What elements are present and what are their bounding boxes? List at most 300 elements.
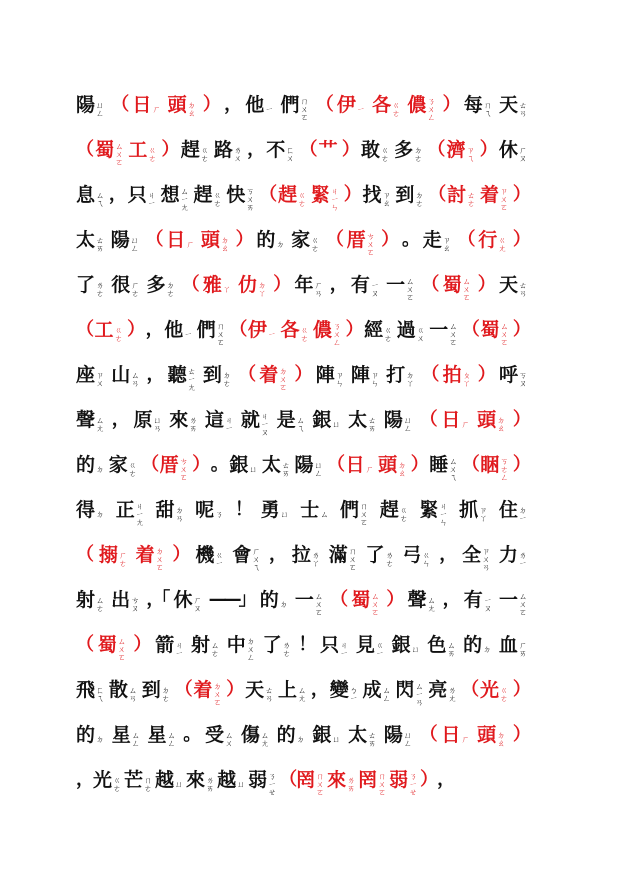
dialect-glyph [76,634,91,656]
phonetic-annotation: ㄙ [320,509,329,519]
character: 息 [76,183,96,206]
glyph [499,362,528,388]
character: （ [76,138,91,160]
phonetic-annotation: ㄎㄡ [519,370,527,388]
glyph [256,229,285,251]
character: ） [512,408,528,430]
phonetic-annotation: ㄉㄜ [414,145,423,163]
dialect-glyph [443,94,458,116]
character: ） [442,93,458,115]
character: 銀 [312,723,332,746]
character: 得 [76,498,96,521]
dialect-glyph [462,454,477,476]
character: 家 [108,453,128,476]
character: 傷 [240,723,260,746]
character: ，「 [146,588,168,610]
character: 艹 [318,138,338,161]
glyph [164,319,193,341]
glyph [134,407,163,433]
character: 着 [259,363,279,386]
text-line [76,217,528,262]
glyph [427,632,456,658]
character: 滿 [328,543,348,566]
glyph [363,182,392,208]
phonetic-annotation: ㄙㄨ [225,730,234,748]
character: ， [145,318,161,340]
dialect-glyph [386,589,401,611]
character: 蜀 [95,138,115,161]
phonetic-annotation: ㄍㄜ [200,145,209,163]
character: ， [146,363,162,385]
character: 光 [93,768,113,791]
phonetic-annotation: ㄏㄜ [131,280,140,298]
dialect-glyph [229,319,244,341]
glyph [363,677,392,703]
glyph [266,137,295,163]
character: 日 [132,93,152,116]
glyph [148,722,177,748]
character: 抓 [459,498,479,521]
dialect-glyph [226,679,241,701]
character: 見 [355,633,375,656]
phonetic-annotation: ㄙㄧㄤ [180,186,189,212]
phonetic-annotation: ㄉ [96,509,105,519]
dialect-glyph [378,452,407,478]
character: ） [172,543,188,565]
character: 來 [327,768,347,791]
dialect-glyph [132,94,161,116]
character: 雅 [202,273,222,296]
dialect-glyph [173,544,188,566]
dialect-glyph [203,274,232,296]
phonetic-annotation: ㄐㄧ [225,415,234,433]
glyph [76,499,105,521]
character: （ [181,273,197,295]
phonetic-annotation: ㄙㄥ [167,730,176,748]
phonetic-annotation: ㄉㄠ [497,415,506,433]
phonetic-annotation: ㄩㄥ [403,415,412,433]
character: 有 [350,273,370,296]
dialect-glyph [441,724,470,746]
phonetic-annotation: ㄍㄜ [499,685,508,703]
phonetic-annotation: ㄍㄧ [215,550,224,568]
glyph [76,362,105,388]
character: （ [461,453,477,475]
character: 原 [133,408,153,431]
glyph [181,137,210,163]
character: ） [512,678,528,700]
dialect-glyph [259,358,288,392]
phonetic-annotation: ㄍㄜ [148,145,157,163]
glyph [408,587,437,613]
phonetic-annotation: ㄐㄧㄣ [439,501,448,527]
dialect-glyph [145,229,160,251]
character: （ [229,318,245,340]
glyph [463,634,492,656]
dialect-glyph [513,724,528,746]
character: 厝 [159,453,179,476]
glyph [112,722,141,748]
character: 緊 [419,498,439,521]
character: ， [269,543,285,565]
glyph [205,722,234,748]
text-line [76,397,528,442]
glyph [224,94,239,116]
phonetic-annotation: ㄗㄨㄢ [482,546,491,572]
phonetic-annotation: ㄇㄨㄛ [216,321,225,347]
character: 蜀 [351,588,371,611]
glyph [330,677,359,703]
glyph [459,497,488,523]
phonetic-annotation: ㄌㄞ [206,775,215,793]
glyph [277,724,306,746]
character: 趕 [193,183,213,206]
dialect-glyph [273,274,288,296]
character: 各 [280,318,300,341]
phonetic-annotation: ㄙㄨㄛ [449,321,458,347]
glyph [366,542,395,568]
glyph [109,184,124,206]
character: ） [512,228,528,250]
character: ） [512,453,528,475]
dialect-glyph [407,88,436,122]
dialect-glyph [480,448,509,482]
glyph [195,542,224,568]
character: 一 [386,273,406,296]
glyph [380,497,409,523]
character: 頭 [378,453,398,476]
character: 不 [266,138,286,161]
character: 路 [213,138,233,161]
character: 的 [76,453,96,476]
character: 一 [498,588,518,611]
glyph [76,587,105,613]
character: 射 [191,633,211,656]
character: 只 [127,183,147,206]
phonetic-annotation: ㄙㄨㄛ [371,591,380,617]
glyph [229,454,258,476]
character: 趕 [277,183,297,206]
phonetic-annotation: ㄏ [461,734,470,744]
phonetic-annotation: ㄉ [483,644,492,654]
character: （ [259,183,275,205]
glyph [261,499,290,521]
glyph [395,673,424,707]
character: ） [192,453,208,475]
glyph [226,178,255,212]
dialect-glyph [299,139,314,161]
character: 聲 [76,408,96,431]
text-line [76,712,528,757]
character: ） [341,138,357,160]
dialect-glyph [480,313,509,347]
dialect-glyph [427,139,442,161]
glyph [146,272,175,298]
character: （ [111,93,127,115]
character: ） [381,228,397,250]
dialect-glyph [311,178,340,212]
dialect-glyph [76,139,91,161]
text-line [76,262,528,307]
glyph [203,362,232,388]
glyph [241,722,270,748]
phonetic-annotation: ㄍㄜ [384,325,393,343]
phonetic-annotation: ㄙㄧㄢ [415,681,424,707]
phonetic-annotation: ㄇㄜ [144,775,153,793]
character: ， [224,93,240,115]
phonetic-annotation: ㄩ [175,779,184,789]
phonetic-annotation: ㄘㄨㄛ [366,231,375,257]
dialect-glyph [319,139,338,161]
dialect-glyph [76,319,91,341]
character: 了 [76,273,96,296]
character: 弱 [248,768,268,791]
character: 越 [155,768,175,791]
phonetic-annotation: ㄋㄨㄥ [333,321,342,347]
glyph [76,227,105,253]
character: 受 [205,723,225,746]
phonetic-annotation: ㄐㄧ [340,640,349,658]
phonetic-annotation: ㄩㄥ [314,460,323,478]
phonetic-annotation: ㄙㄤ [96,415,105,433]
phonetic-annotation: ㄋㄧㄝ [409,771,418,797]
dialect-glyph [346,319,361,341]
dialect-glyph [342,139,357,161]
glyph [295,272,324,298]
phonetic-annotation: ㄈㄟ [96,685,105,703]
character: 討 [447,183,467,206]
character: 的 [256,228,276,251]
glyph [291,227,320,253]
character: 越 [217,768,237,791]
phonetic-annotation: ㄏㄡ [518,145,527,163]
glyph [109,677,138,703]
phonetic-annotation: ㄆㄚ [462,370,471,388]
glyph [111,227,140,253]
phonetic-annotation: ㄊㄞ [281,460,290,478]
glyph [397,317,426,343]
phonetic-annotation: ㄧ [267,329,276,339]
phonetic-annotation: ㄉㄠ [497,730,506,748]
phonetic-annotation: ㄐㄧㄣ [330,186,339,212]
character: 弱 [389,768,409,791]
character: 。 [402,228,418,250]
glyph [419,493,448,527]
glyph [76,182,105,208]
phonetic-annotation: ㄉㄜ [222,370,231,388]
character: 色 [427,633,447,656]
glyph [245,94,274,116]
phonetic-annotation: ㄙㄤ [298,685,306,703]
character: 休 [173,588,193,611]
phonetic-annotation: ㄧ [265,104,274,114]
glyph [260,589,289,611]
character: 睡 [429,453,449,476]
glyph [364,317,393,343]
phonetic-annotation: ㄧㄡ [483,595,492,613]
phonetic-annotation: ㄗㄟ [466,145,475,163]
dialect-glyph [95,133,124,167]
phonetic-annotation: ㄌㄜ [96,280,105,298]
character: 陽 [110,228,130,251]
character: 陽 [294,453,314,476]
glyph [340,493,369,527]
phonetic-annotation: ㄏㄞ [518,640,527,658]
dialect-glyph [420,409,435,431]
dialect-glyph [420,769,435,791]
character: 蜀 [97,633,117,656]
phonetic-annotation: ㄗㄣ [370,370,379,388]
glyph [245,677,274,703]
glyph [248,763,277,797]
character: ） [345,318,361,340]
dialect-glyph [175,679,190,701]
glyph [499,497,528,523]
glyph [211,454,226,476]
dialect-glyph [480,139,495,161]
character: 銀 [229,453,249,476]
character: 頭 [167,93,187,116]
dialect-glyph [478,274,493,296]
phonetic-annotation: ㄉ [276,239,285,249]
glyph [168,358,197,392]
phonetic-annotation: ㄘㄡ [131,595,140,613]
phonetic-annotation: ㄍㄨ [416,325,425,343]
character: 。 [210,453,226,475]
glyph [294,452,323,478]
character: ） [235,228,251,250]
dialect-glyph [447,182,476,208]
phonetic-annotation: ㄉㄚ [406,370,415,388]
phonetic-annotation: ㄍㄜ [298,190,306,208]
phonetic-annotation: ㄩ [280,509,289,519]
phonetic-annotation: ㄌㄚ [311,550,320,568]
character: 們 [340,498,360,521]
glyph [395,182,424,208]
character: （ [174,678,190,700]
glyph [392,634,421,656]
glyph [155,497,184,523]
character: ） [161,138,177,160]
character: 射 [76,588,96,611]
dialect-glyph [461,679,476,701]
character: 成 [362,678,382,701]
character: ） [133,633,149,655]
dialect-glyph [127,319,142,341]
character: 一 [429,318,449,341]
glyph [348,722,377,748]
text-line [76,622,528,667]
text-line [76,442,528,487]
text-line [76,532,528,577]
dialect-glyph [326,229,341,251]
phonetic-annotation: ㄘㄨㄛ [179,456,188,482]
glyph [402,229,417,251]
dialect-glyph [160,448,189,482]
character: ， [329,273,345,295]
character: 箭 [155,633,175,656]
character: ） [512,183,528,205]
character: 來 [169,408,189,431]
character: 工 [94,318,114,341]
dialect-glyph [201,227,230,253]
character: （ [428,183,444,205]
character: 是 [276,408,296,431]
character: 的 [463,633,483,656]
phonetic-annotation: ㄙㄟ [96,190,105,208]
character: （ [327,453,343,475]
dialect-glyph [389,763,418,797]
character: 頭 [477,723,497,746]
phonetic-annotation: ㄉㄠ [187,100,196,118]
phonetic-annotation: ㄧ [356,104,365,114]
phonetic-annotation: ㄉㄨㄛ [213,681,222,707]
character: 頭 [200,228,220,251]
phonetic-annotation: ㄙㄨㄛ [115,141,124,167]
glyph [247,139,262,161]
character: 敢 [360,138,380,161]
character: 伊 [247,318,267,341]
phonetic-annotation: ㄉㄚ [258,280,267,298]
glyph [183,724,198,746]
character: 聽 [167,363,187,386]
phonetic-annotation: ㄙㄜ [211,640,220,658]
phonetic-annotation: ㄗㄠ [382,190,391,208]
glyph [76,769,91,791]
glyph [394,137,423,163]
glyph [93,767,122,793]
character: 頭 [477,408,497,431]
character: 陣 [315,363,335,386]
text-line [76,352,528,397]
character: 血 [498,633,518,656]
text-line [76,307,528,352]
dialect-glyph [248,319,277,341]
phonetic-annotation: ㄩ [249,464,258,474]
dialect-glyph [358,763,387,797]
glyph [439,544,454,566]
glyph [351,362,380,388]
glyph [499,632,528,658]
phonetic-annotation: ㄇㄨㄛ [348,546,357,572]
dialect-glyph [441,409,470,431]
glyph [384,407,413,433]
character: 天 [498,93,518,116]
phonetic-annotation: ㄏ [365,464,374,474]
glyph [111,272,140,298]
character: 陣 [350,363,370,386]
character: 着 [479,183,499,206]
glyph [499,92,528,118]
character: 快 [226,183,246,206]
character: 太 [76,228,96,251]
phonetic-annotation: ㄍㄜ [114,325,123,343]
glyph [241,403,270,437]
glyph [499,542,528,568]
character: 散 [108,678,128,701]
dialect-glyph [346,454,375,476]
dialect-glyph [280,317,309,343]
glyph [443,589,458,611]
glyph [191,632,220,658]
character: （ [419,723,435,745]
dialect-glyph [344,184,359,206]
annotated-text-block [76,82,528,802]
character: 機 [195,543,215,566]
glyph [356,632,385,658]
character: 仂 [238,273,258,296]
phonetic-annotation: ㄍㄜ [399,505,408,523]
